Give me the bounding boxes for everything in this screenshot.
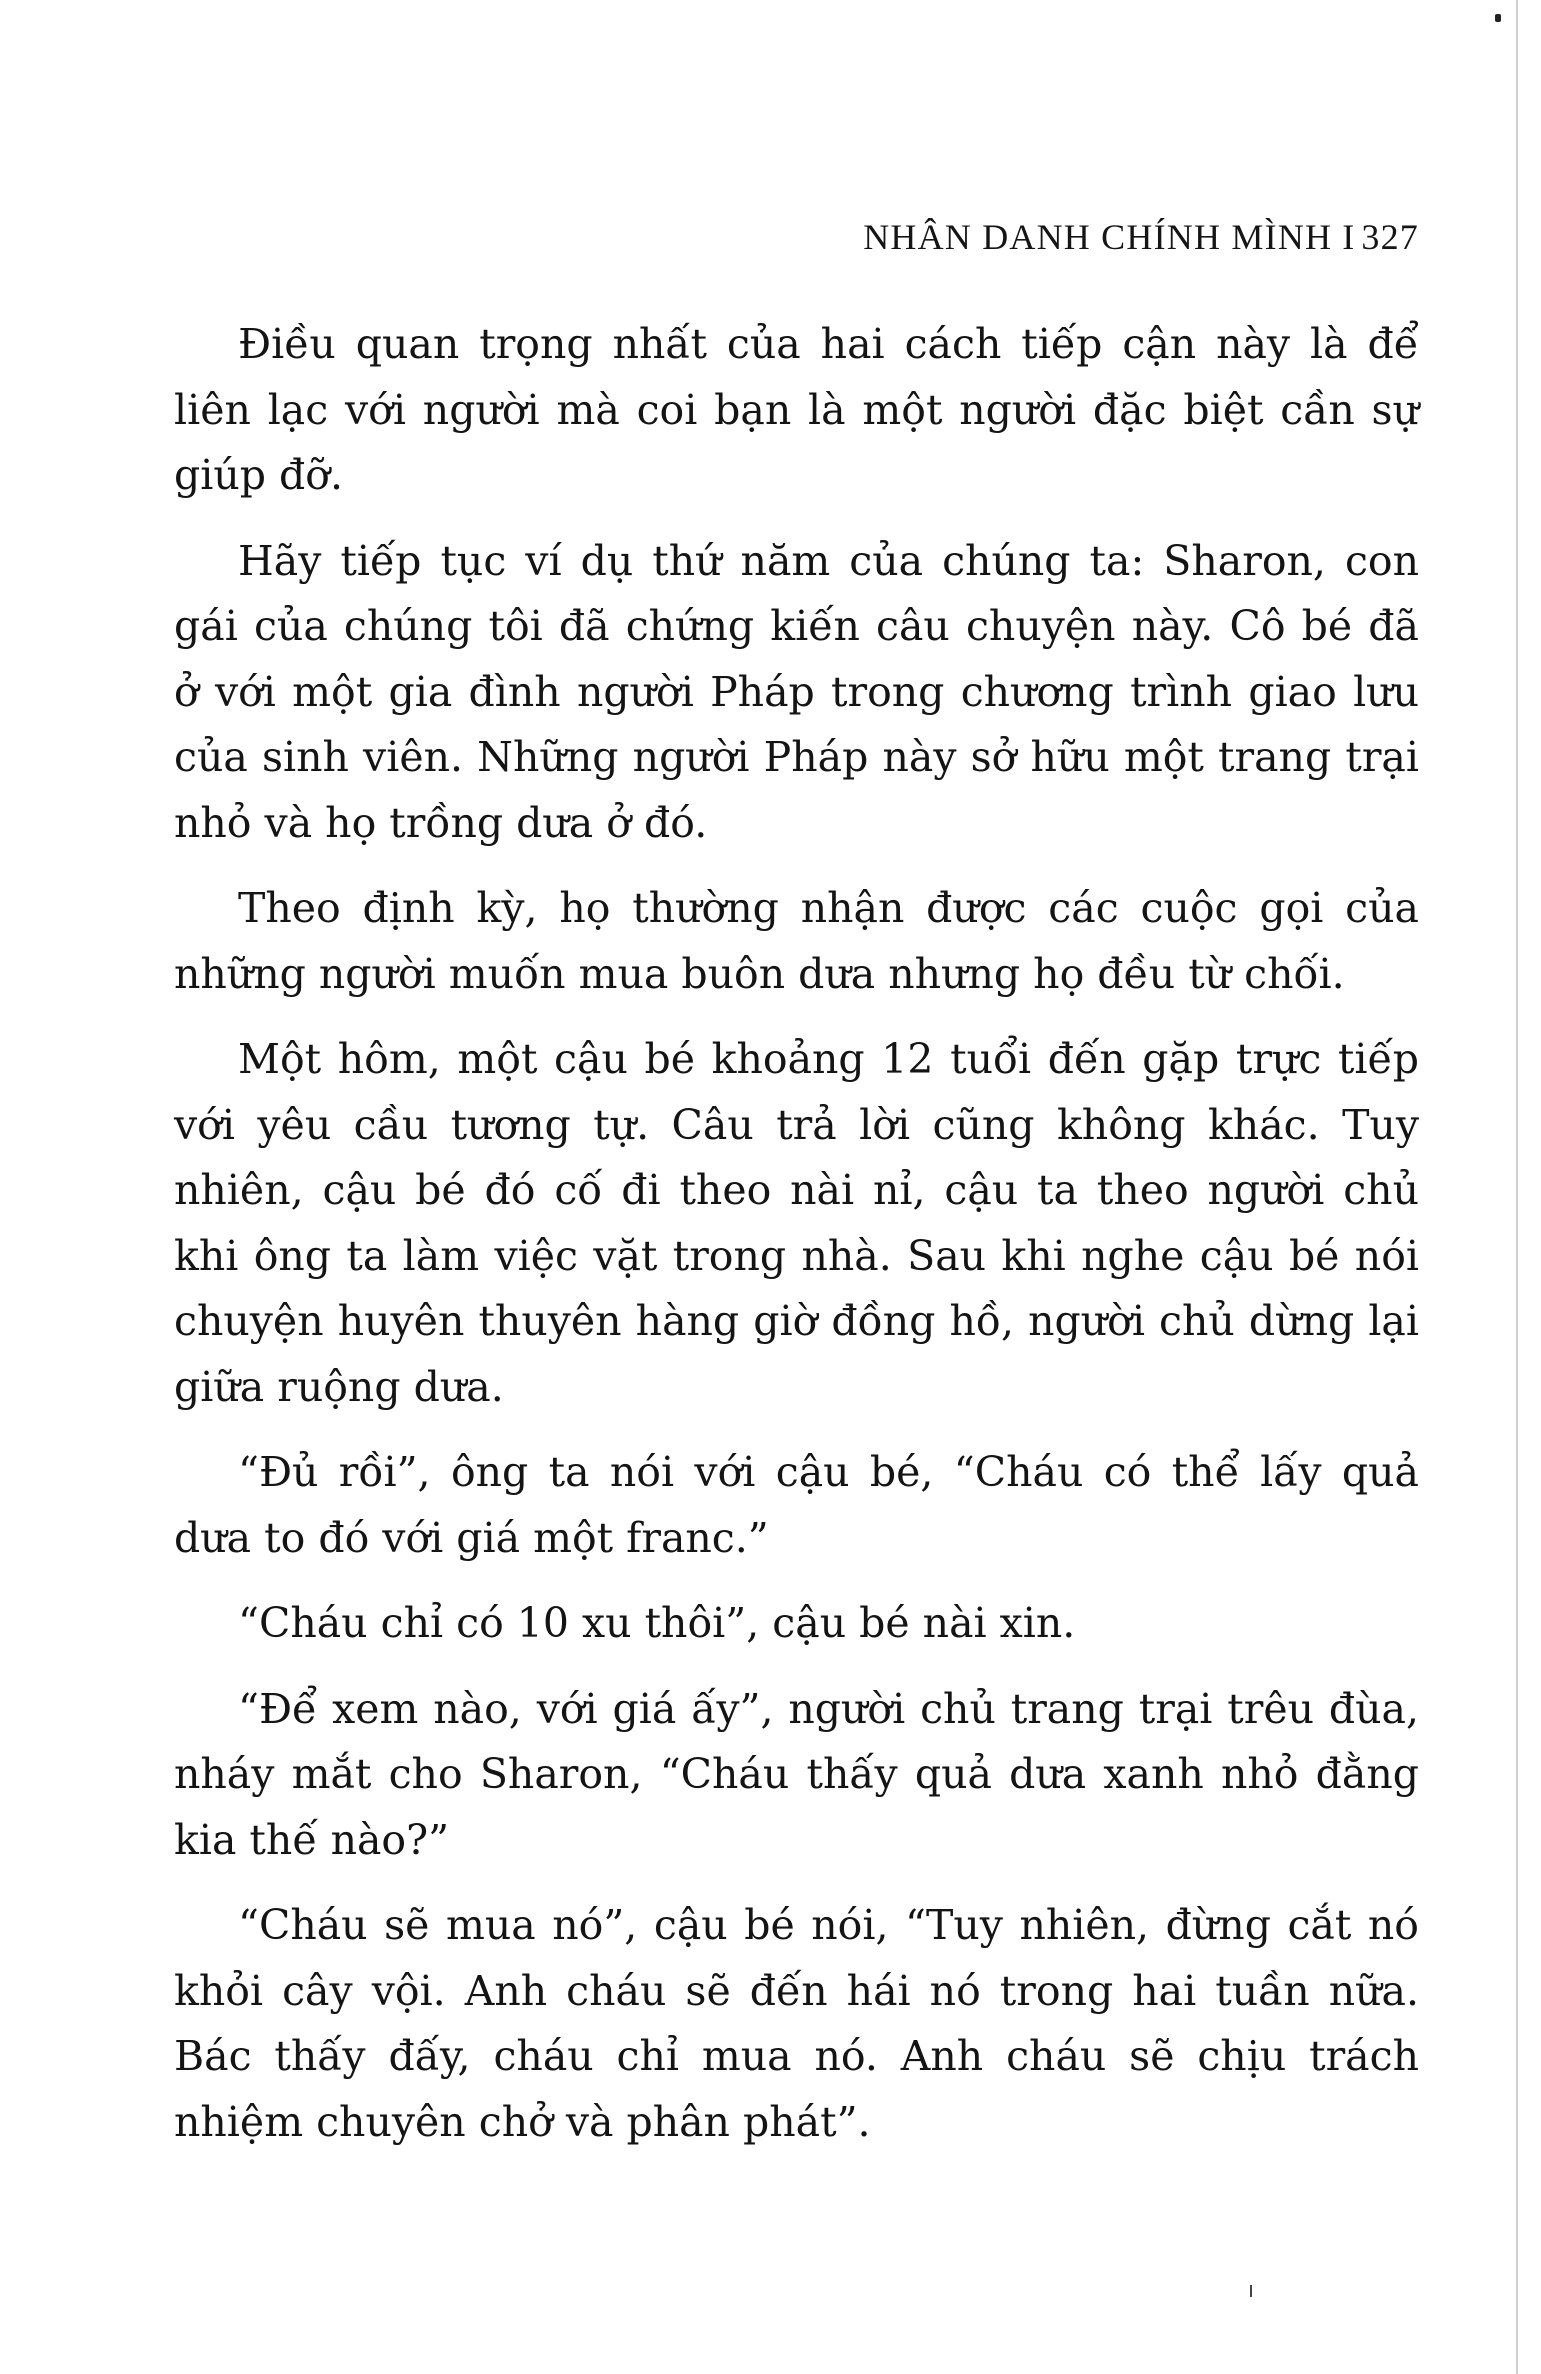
header-separator: I [1342, 217, 1356, 257]
page-edge-line [1516, 0, 1518, 2374]
paragraph: “Để xem nào, với giá ấy”, người chủ trang trại trêu đùa, nháy mắt cho Sharon, “Cháu thấy quả dưa xanh nhỏ đằng kia thế nào?” [174, 1684, 1419, 1864]
paragraph: “Đủ rồi”, ông ta nói với cậu bé, “Cháu có thể lấy quả dưa to đó với giá một franc.” [174, 1448, 1419, 1562]
paragraph: Theo định kỳ, họ thường nhận được các cuộc gọi của những người muốn mua buôn dưa nhưng họ đều từ chối. [174, 884, 1419, 998]
paragraph: Hãy tiếp tục ví dụ thứ năm của chúng ta: Sharon, con gái của chúng tôi đã chứng kiến câu chuyện này. Cô bé đã ở với một gia đình người Pháp trong chương trình giao lưu của sinh viên. Những người Pháp này sở hữu một trang trại nhỏ và họ trồng dưa ở đó. [174, 536, 1419, 847]
page-number: 327 [1361, 217, 1419, 257]
paragraph: “Cháu chỉ có 10 xu thôi”, cậu bé nài xin. [238, 1599, 1076, 1647]
body-text [174, 312, 1419, 2175]
running-header [863, 216, 1419, 258]
chapter-title: NHÂN DANH CHÍNH MÌNH [863, 217, 1333, 257]
paragraph: Điều quan trọng nhất của hai cách tiếp cận này là để liên lạc với người mà coi bạn là một người đặc biệt cần sự giúp đỡ. [174, 320, 1419, 499]
scan-mark [1250, 2285, 1252, 2297]
scan-speck [1495, 14, 1501, 22]
paragraph: Một hôm, một cậu bé khoảng 12 tuổi đến gặp trực tiếp với yêu cầu tương tự. Câu trả lời cũng không khác. Tuy nhiên, cậu bé đó cố đi theo nài nỉ, cậu ta theo người chủ khi ông ta làm việc vặt trong nhà. Sau khi nghe cậu bé nói chuyện huyên thuyên hàng giờ đồng hồ, người chủ dừng lại giữa ruộng dưa. [174, 1035, 1419, 1411]
paragraph: “Cháu sẽ mua nó”, cậu bé nói, “Tuy nhiên, đừng cắt nó khỏi cây vội. Anh cháu sẽ đến hái nó trong hai tuần nữa. Bác thấy đấy, cháu chỉ mua nó. Anh cháu sẽ chịu trách nhiệm chuyên chở và phân phát”. [174, 1901, 1419, 2146]
